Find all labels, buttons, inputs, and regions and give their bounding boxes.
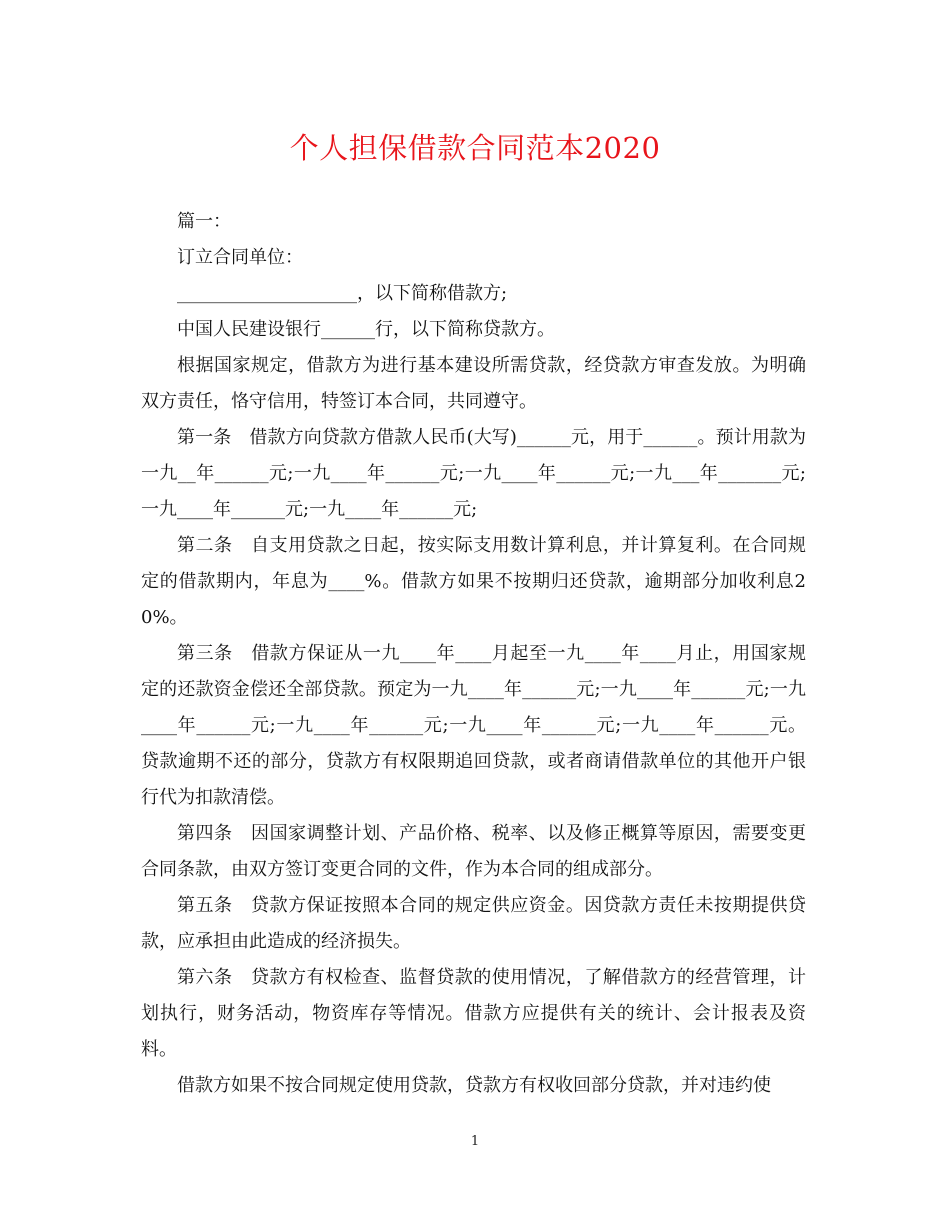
paragraph-preamble: 根据国家规定，借款方为进行基本建设所需贷款，经贷款方审查发放。为明确双方责任，恪守信用，特签订本合同，共同遵守。: [141, 355, 806, 412]
paragraph-article-2: 第二条 自支用贷款之日起，按实际支用数计算利息，并计算复利。在合同规定的借款期内，年息为____%。借款方如果不按期归还贷款，逾期部分加收利息20%。: [141, 535, 806, 628]
paragraph-section-label: 篇一：: [177, 211, 231, 232]
paragraph-article-6: 第六条 贷款方有权检查、监督贷款的使用情况，了解借款方的经营管理，计划执行，财务活动，物资库存等情况。借款方应提供有关的统计、会计报表及资料。: [141, 967, 806, 1060]
paragraph-article-4: 第四条 因国家调整计划、产品价格、税率、以及修正概算等原因，需要变更合同条款，由双方签订变更合同的文件，作为本合同的组成部分。: [141, 823, 806, 880]
paragraph-lender-line: 中国人民建设银行______行，以下简称贷款方。: [177, 319, 555, 340]
paragraph-continuation: 借款方如果不按合同规定使用贷款，贷款方有权收回部分贷款，并对违约使: [177, 1075, 771, 1096]
page-number: 1: [470, 1134, 480, 1149]
document-body: [141, 204, 806, 1104]
paragraph-article-3: 第三条 借款方保证从一九____年____月起至一九____年____月止，用国家规定的还款资金偿还全部贷款。预定为一九____年______元;一九____年______元;一九____年______元;一九____年______元;一九____年______元;一九____年______元。贷款逾期不还的部分，贷款方有权限期追回贷款，或者商请借款单位的其他开户银行代为扣款清偿。: [141, 643, 806, 808]
paragraph-borrower-line: ____________________，以下简称借款方;: [177, 283, 508, 304]
document-title: 个人担保借款合同范本2020: [289, 131, 661, 165]
paragraph-contract-parties-label: 订立合同单位：: [177, 247, 303, 268]
paragraph-article-5: 第五条 贷款方保证按照本合同的规定供应资金。因贷款方责任未按期提供贷款，应承担由此造成的经济损失。: [141, 895, 806, 952]
paragraph-article-1: 第一条 借款方向贷款方借款人民币(大写)______元，用于______。预计用款为一九__年______元;一九____年______元;一九____年______元;一九___年_______元;一九____年______元;一九____年______元;: [141, 427, 806, 520]
